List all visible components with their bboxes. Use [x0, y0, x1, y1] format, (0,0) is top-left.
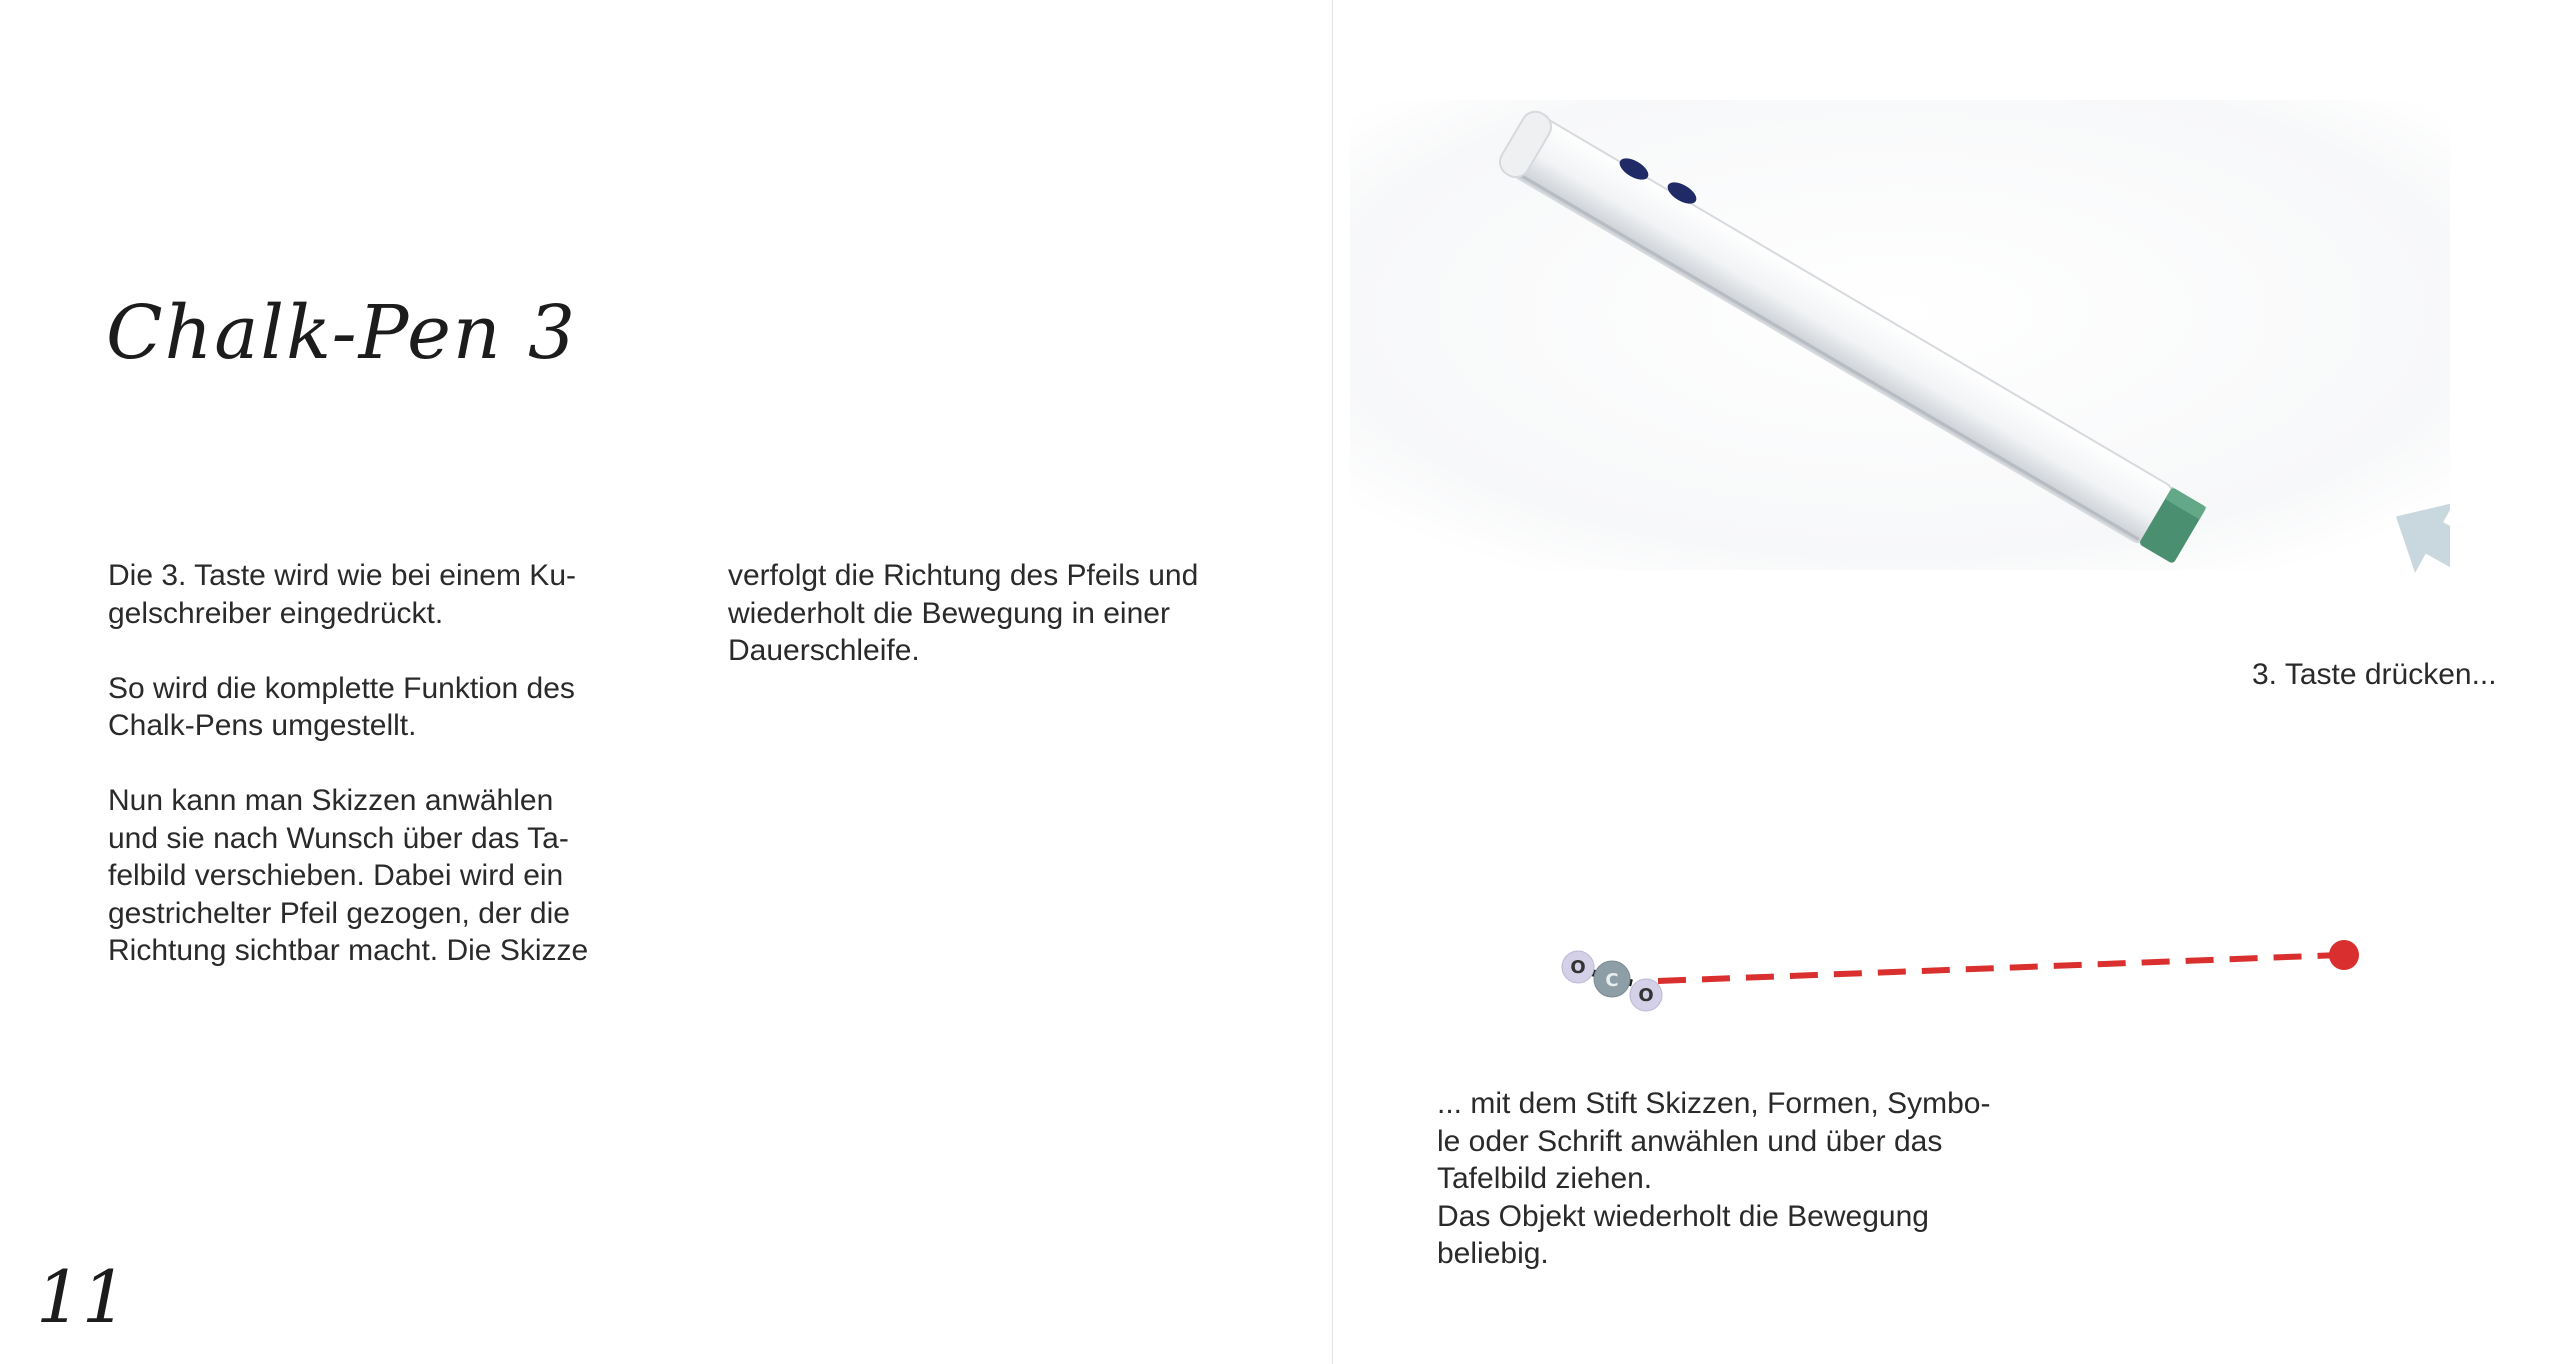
- caption-paragraph: ... mit dem Stift Skizzen, Formen, Symbo- le oder Schrift anwählen und über das Tafelbild ziehen.: [1437, 1087, 1991, 1195]
- sketch-caption: [1437, 1085, 2097, 1273]
- paragraph: So wird die komplette Funktion des Chalk-Pens umgestellt.: [108, 671, 575, 742]
- pen-caption: 3. Taste drücken...: [2252, 658, 2497, 691]
- text-column-1: [108, 557, 668, 1007]
- page-title: Chalk-Pen 3: [106, 290, 578, 376]
- co2-molecule-icon: [1562, 951, 1662, 1011]
- paragraph: verfolgt die Richtung des Pfeils und wiederholt die Bewegung in einer Dauerschleife.: [728, 559, 1199, 667]
- page-number: 11: [36, 1255, 128, 1339]
- atom-carbon-label: C: [1605, 970, 1619, 991]
- text-column-2: [728, 557, 1288, 707]
- motion-diagram: [1530, 915, 2370, 1025]
- dashed-motion-arrow-icon: [1658, 940, 2359, 981]
- atom-oxygen-label: O: [1570, 957, 1586, 978]
- caption-paragraph: Das Objekt wiederholt die Bewegung beliebig.: [1437, 1199, 1929, 1270]
- atom-oxygen-label: O: [1638, 985, 1654, 1006]
- paragraph: Die 3. Taste wird wie bei einem Ku- gelschreiber eingedrückt.: [108, 559, 576, 630]
- chalk-pen-image: [1350, 80, 2450, 600]
- page-gutter: [1332, 0, 1333, 1364]
- paragraph: Nun kann man Skizzen anwählen und sie nach Wunsch über das Ta- felbild verschieben. Dabei wird ein gestrichelter Pfeil gezogen, der die Richtung sichtbar macht. Die Skizze: [108, 784, 589, 967]
